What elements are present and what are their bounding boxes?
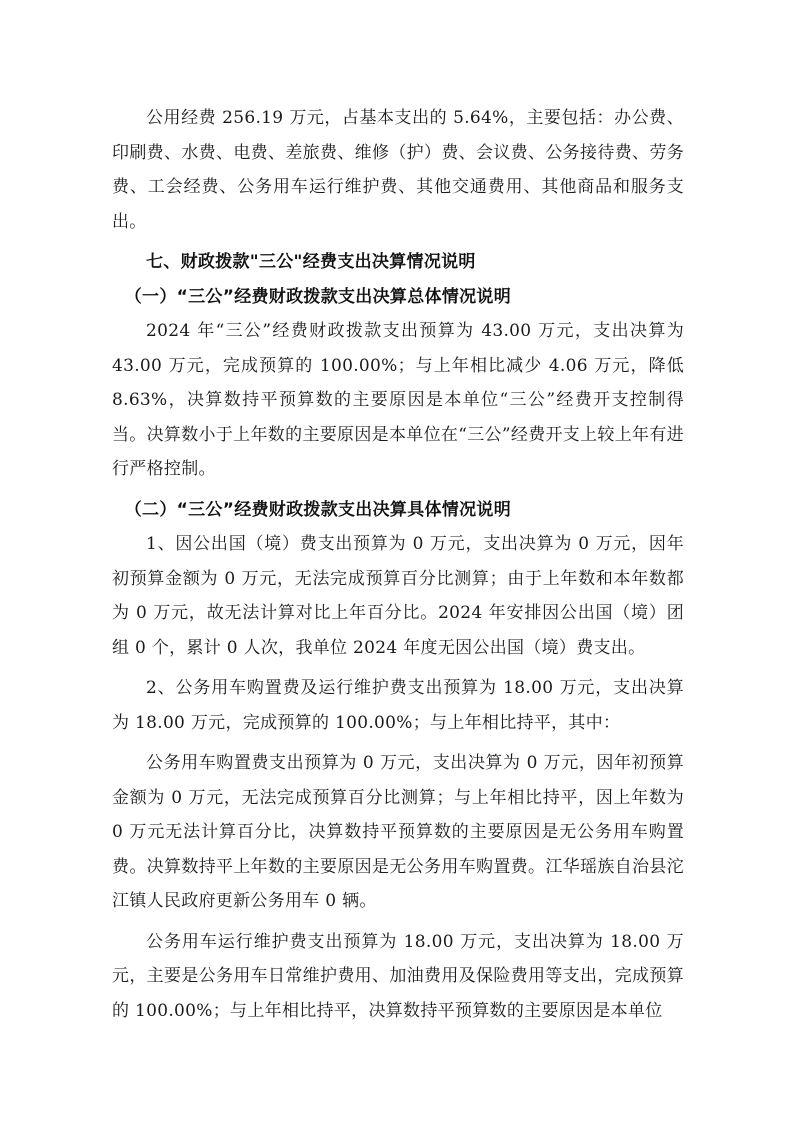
- paragraph-vehicle-maintenance: 公务用车运行维护费支出预算为 18.00 万元，支出决算为 18.00 万元，主要是公务用车日常维护费用、加油费用及保险费用等支出，完成预算的 100.00%；与上年相比持平，决算数持平预算数的主要原因是本单位: [112, 931, 684, 1021]
- paragraph-vehicle-costs: 2、公务用车购置费及运行维护费支出预算为 18.00 万元，支出决算为 18.00 万元，完成预算的 100.00%；与上年相比持平，其中：: [112, 678, 684, 733]
- section-heading-three-public: 七、财政拨款"三公"经费支出决算情况说明: [146, 252, 476, 272]
- paragraph-vehicle-purchase: 公务用车购置费支出预算为 0 万元，支出决算为 0 万元，因年初预算金额为 0 万元，无法完成预算百分比测算；与上年相比持平，因上年数为 0 万元无法计算百分比，决算数持平预算数的主要原因是无公务用车购置费。决算数持平上年数的主要原因是无公务用车购置费。江华瑶族自治县沱江镇人民政府更新公务用车 0 辆。: [112, 753, 684, 911]
- subsection-heading-specific: （二）“三公”经费财政拨款支出决算具体情况说明: [124, 499, 511, 520]
- paragraph-public-expenses: 公用经费 256.19 万元，占基本支出的 5.64%，主要包括：办公费、印刷费、水费、电费、差旅费、维修（护）费、会议费、公务接待费、劳务费、工会经费、公务用车运行维护费、其他交通费用、其他商品和服务支出。: [112, 108, 684, 232]
- paragraph-overseas-travel: 1、因公出国（境）费支出预算为 0 万元，支出决算为 0 万元，因年初预算金额为 0 万元，无法完成预算百分比测算；由于上年数和本年数都为 0 万元，故无法计算对比上年百分比。2024 年安排因公出国（境）团组 0 个，累计 0 人次，我单位 2024 年度无因公出国（境）费支出。: [112, 534, 684, 658]
- subsection-heading-overall: （一）“三公”经费财政拨款支出决算总体情况说明: [124, 286, 511, 307]
- paragraph-overall-description: 2024 年“三公”经费财政拨款支出预算为 43.00 万元，支出决算为 43.00 万元，完成预算的 100.00%；与上年相比减少 4.06 万元，降低 8.63%，决算数持平预算数的主要原因是本单位“三公”经费开支控制得当。决算数小于上年数的主要原因是本单位在“三公”经费开支上较上年有进行严格控制。: [112, 321, 684, 479]
- document-body: [112, 101, 684, 1028]
